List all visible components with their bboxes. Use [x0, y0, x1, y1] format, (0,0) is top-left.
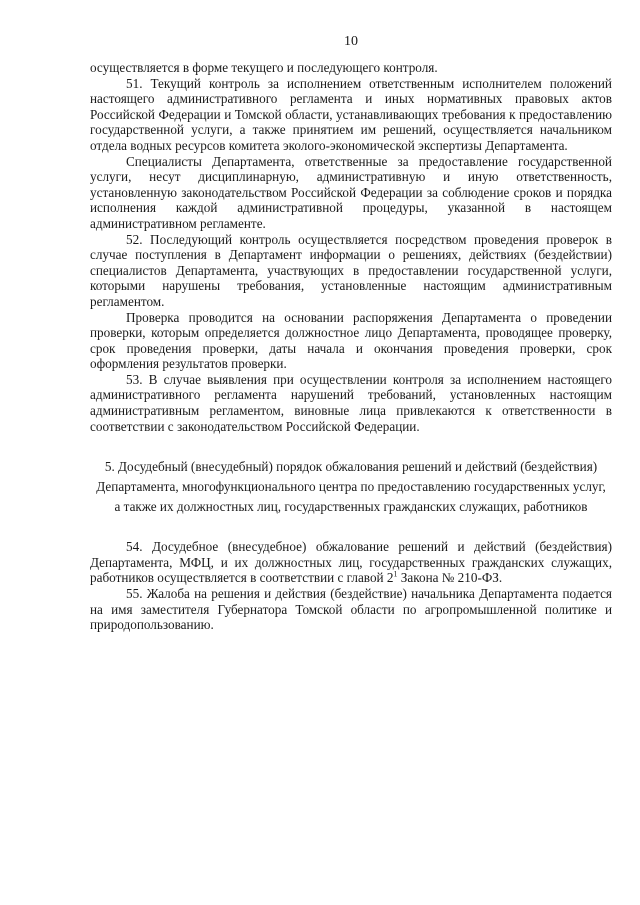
- paragraph-55: 55. Жалоба на решения и действия (бездействие) начальника Департамента подается на имя заместителя Губернатора Томской области по агропромышленной политике и природопользованию.: [90, 586, 612, 633]
- document-page: [90, 0, 612, 633]
- paragraph-inspection: Проверка проводится на основании распоряжения Департамента о проведении проверки, которым определяется должностное лицо Департамента, проводящее проверку, срок проведения проверки, даты начала и окончания проведения проверки, срок оформления результатов проверки.: [90, 309, 612, 372]
- paragraph-specialists: Специалисты Департамента, ответственные за предоставление государственной услуги, несут дисциплинарную, административную и иную ответственность, установленную законодательством Российской Федерации за соблюдение сроков и порядка исполнения каждой административной процедуры, указанной в настоящем административном регламенте.: [90, 153, 612, 231]
- chapter-superscript: 1: [393, 570, 398, 580]
- paragraph-51: 51. Текущий контроль за исполнением ответственным исполнителем положений настоящего административного регламента и иных нормативных правовых актов Российской Федерации и Томской области, устанавливающих требования к предоставлению государственной услуги, а также принятием им решений, осуществляется начальником отдела водных ресурсов комитета эколого-экономической экспертизы Департамента.: [90, 75, 612, 153]
- page-number: 10: [344, 34, 358, 49]
- paragraph-52: 52. Последующий контроль осуществляется посредством проведения проверок в случае поступления в Департамент информации о решениях, действиях (бездействии) специалистов Департамента, участвующих в предоставлении государственной услуги, которыми нарушены требования, установленные настоящим административным регламентом.: [90, 231, 612, 309]
- paragraph-53: 53. В случае выявления при осуществлении контроля за исполнением настоящего административного регламента нарушений требований, установленных настоящим административным регламентом, виновные лица привлекаются к ответственности в соответствии с законодательством Российской Федерации.: [90, 371, 612, 434]
- paragraph-54-text: 54. Досудебное (внесудебное) обжалование решений и действий (бездействия) Департамента, МФЦ, и их должностных лиц, государственных гражданских служащих, работников осуществляется в соответствии с главой 2: [90, 539, 612, 586]
- paragraph-continuation: осуществляется в форме текущего и последующего контроля.: [90, 60, 438, 75]
- section-heading-5: 5. Досудебный (внесудебный) порядок обжалования решений и действий (бездействия) Департамента, многофункционального центра по предоставлению государственных услуг, а также их должностных лиц, государственных гражданских служащих, работников: [96, 459, 606, 515]
- paragraph-54: [90, 539, 612, 586]
- document-body-bottom: [90, 539, 612, 633]
- document-body-top: [90, 60, 612, 434]
- paragraph-54-law: Закона № 210-ФЗ.: [397, 570, 503, 586]
